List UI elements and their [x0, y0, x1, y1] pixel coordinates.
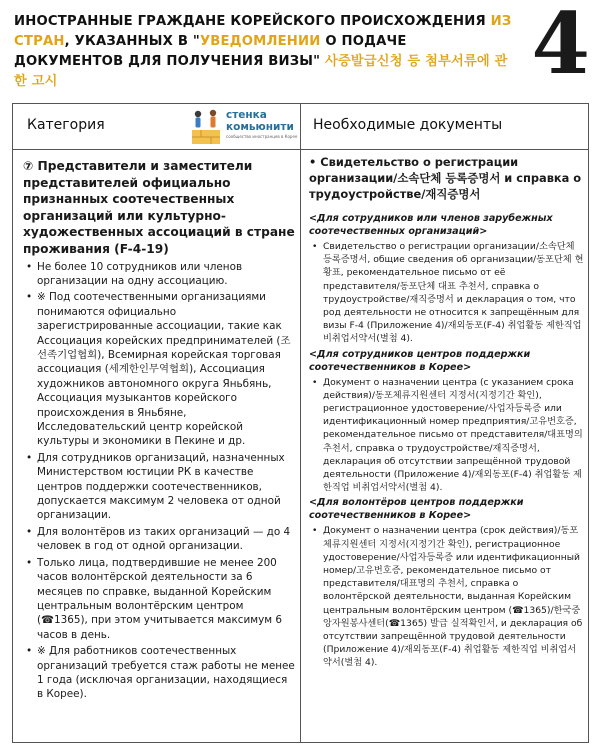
section-list	[309, 524, 585, 669]
title-highlight-2: УВЕДОМЛЕНИИ	[199, 34, 321, 49]
list-item: • Для волонтёров из таких организаций — до 4 человек в год от одной организации.	[37, 525, 295, 554]
documents-title: • Свидетельство о регистрации организации/소속단체 등록증명서 и справка о трудоустройстве/재직증명서	[309, 155, 582, 201]
column-header-documents: Необходимые документы	[313, 117, 503, 133]
page-title	[14, 12, 514, 92]
documents-table	[12, 103, 589, 743]
table-header-row	[13, 104, 588, 150]
section-list	[309, 376, 585, 495]
section-list	[309, 240, 585, 346]
title-korean: 사증발급신청 등 첨부서류에 관한 고시	[14, 54, 508, 89]
section-heading: <Для сотрудников центров поддержки соотечественников в Корее>	[309, 348, 531, 373]
documents-title-text: Свидетельство о регистрации организации/소속단체 등록증명서 и справка о трудоустройстве/재직증명서	[309, 155, 582, 201]
list-item: • Документ о назначении центра (с указанием срока действия)/동포체류지원센터 지정서(지정기간 확인), регистрационное удостоверение/사업자등록증 или идентификационный номер предприятия/고유번호증, рекомендательное письмо от представителя/대표명의 추천서, справка о трудоустройстве/재직증명서, декларация об отсутствии запрещённой трудовой деятельности (Приложение 4)/재외동포(F-4) 취업활동 제한직업 비취업서약서(별첨 4).	[323, 376, 585, 495]
list-item: • ※ Для работников соотечественных организаций требуется стаж работы не менее 1 года (исключая организации, находящиеся в Корее).	[37, 644, 295, 702]
documents-cell	[309, 154, 585, 672]
page-header	[14, 12, 514, 92]
category-conditions-list	[23, 260, 295, 702]
category-title: ⑦ Представители и заместители представителей официально признанных соотечественных организаций или культурно-художественных ассоциаций в стране проживания (F-4-19)	[23, 159, 295, 256]
logo-line-1: стенка	[226, 109, 267, 121]
logo-tagline: сообщество иностранцев в Корее	[226, 134, 298, 139]
list-item: • Только лица, подтвердившие не менее 200 часов волонтёрской деятельности за 6 месяцев по справке, выданной Корейским центральным волонтёрским центром (☎1365), при этом учитывается максимум 6 часов в день.	[37, 556, 295, 642]
stenka-community-logo	[188, 108, 296, 146]
list-item: • Не более 10 сотрудников или членов организации на одну ассоциацию.	[37, 260, 295, 289]
category-cell	[23, 158, 295, 704]
section-heading: <Для волонтёров центров поддержки соотечественников в Корее>	[309, 497, 524, 522]
list-item: • Свидетельство о регистрации организации/소속단체 등록증명서, общие сведения об организации/동포단체 현황표, рекомендательное письмо от её представителя/동포단체 대표 추천서, справка о трудоустройстве/재직증명서 и декларация о том, что род деятельности не относится к запрещённым для визы F-4 (Приложение 4)/재외동포(F-4) 취업활동 제한직업 비취업서약서(별첨 4).	[323, 240, 585, 346]
list-item: • ※ Под соотечественными организациями понимаются официально зарегистрированные ассоциации, такие как Ассоциация корейских предпринимателей (조선족기업협회), Всемирная корейская торговая ассоциация (세계한인무역협회), Ассоциация художников автономного округа Яньбянь, Ассоциация музыкантов корейского происхождения в Яньбяне, Исследовательский центр корейской культуры и экономики в Пекине и др.	[37, 290, 295, 448]
title-text-2: , УКАЗАННЫХ В "	[64, 34, 200, 49]
section-heading: <Для сотрудников или членов зарубежных соотечественных организаций>	[309, 213, 553, 237]
title-text-3: О ПОДАЧЕ ДОКУМЕНТОВ ДЛЯ ПОЛУЧЕНИЯ ВИЗЫ"	[14, 34, 407, 69]
list-item: • Документ о назначении центра (срок действия)/동포체류지원센터 지정서(지정기간 확인), регистрационное удостоверение/사업자등록증 или идентификационный номер/고유번호증, рекомендательное письмо от представителя/대표명의 추천서, справка о волонтёрской деятельности, выданная Корейским центральным волонтёрским центром (☎1365)/한국중앙자원봉사센터(☎1365) 발급 실적확인서, и декларация об отсутствии запрещённой трудовой деятельности (Приложение 4)/재외동포(F-4) 취업활동 제한직업 비취업서약서(별첨 4).	[323, 524, 585, 669]
logo-line-2: комьюнити	[226, 121, 294, 133]
list-item: • Для сотрудников организаций, назначенных Министерством юстиции РК в качестве центров поддержки соотечественников, допускается максимум 2 человека от одной организации.	[37, 451, 295, 523]
column-divider	[300, 104, 301, 742]
people-illustration-icon	[188, 108, 224, 146]
column-header-category: Категория	[27, 117, 105, 133]
title-highlight-1: ИЗ СТРАН	[14, 14, 512, 49]
page-number: 4	[531, 0, 590, 93]
title-text-1: ИНОСТРАННЫЕ ГРАЖДАНЕ КОРЕЙСКОГО ПРОИСХОЖДЕНИЯ	[14, 14, 491, 29]
